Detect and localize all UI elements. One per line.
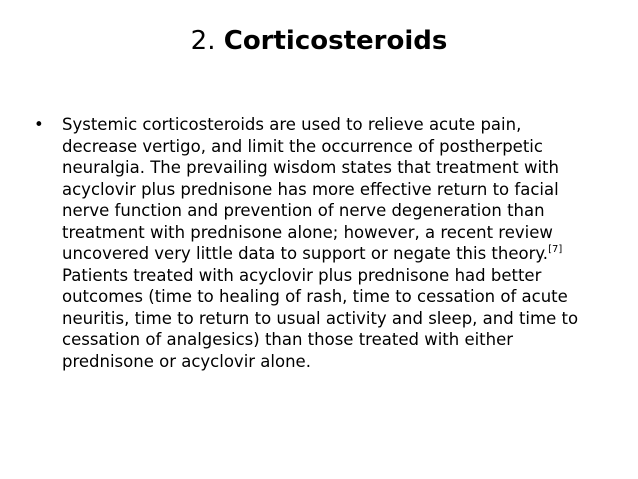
bullet-text-part: Systemic corticosteroids are used to relieve acute pain, decrease vertigo, and limit the occurrence of postherpetic neuralgia. The prevailing wisdom states that treatment with acyclovir plus prednisone has more effective return to facial nerve function and prevention of nerve degeneration than treatment with prednisone alone; however, a recent review uncovered very little data to support or negate this theory. bbox=[62, 115, 559, 263]
bullet-text bbox=[62, 115, 578, 371]
title-text: Corticosteroids bbox=[223, 26, 448, 56]
bullet-item bbox=[34, 114, 599, 372]
title-number: 2. bbox=[190, 26, 224, 56]
slide-body bbox=[34, 114, 599, 372]
slide-title bbox=[0, 18, 638, 64]
citation-reference: [7] bbox=[548, 243, 563, 255]
bullet-icon: • bbox=[34, 115, 44, 134]
bullet-text-part: Patients treated with acyclovir plus prednisone had better outcomes (time to healing of rash, time to cessation of acute neuritis, time to return to usual activity and sleep, and time to cessation of analgesics) than those treated with either prednisone or acyclovir alone. bbox=[62, 265, 579, 371]
